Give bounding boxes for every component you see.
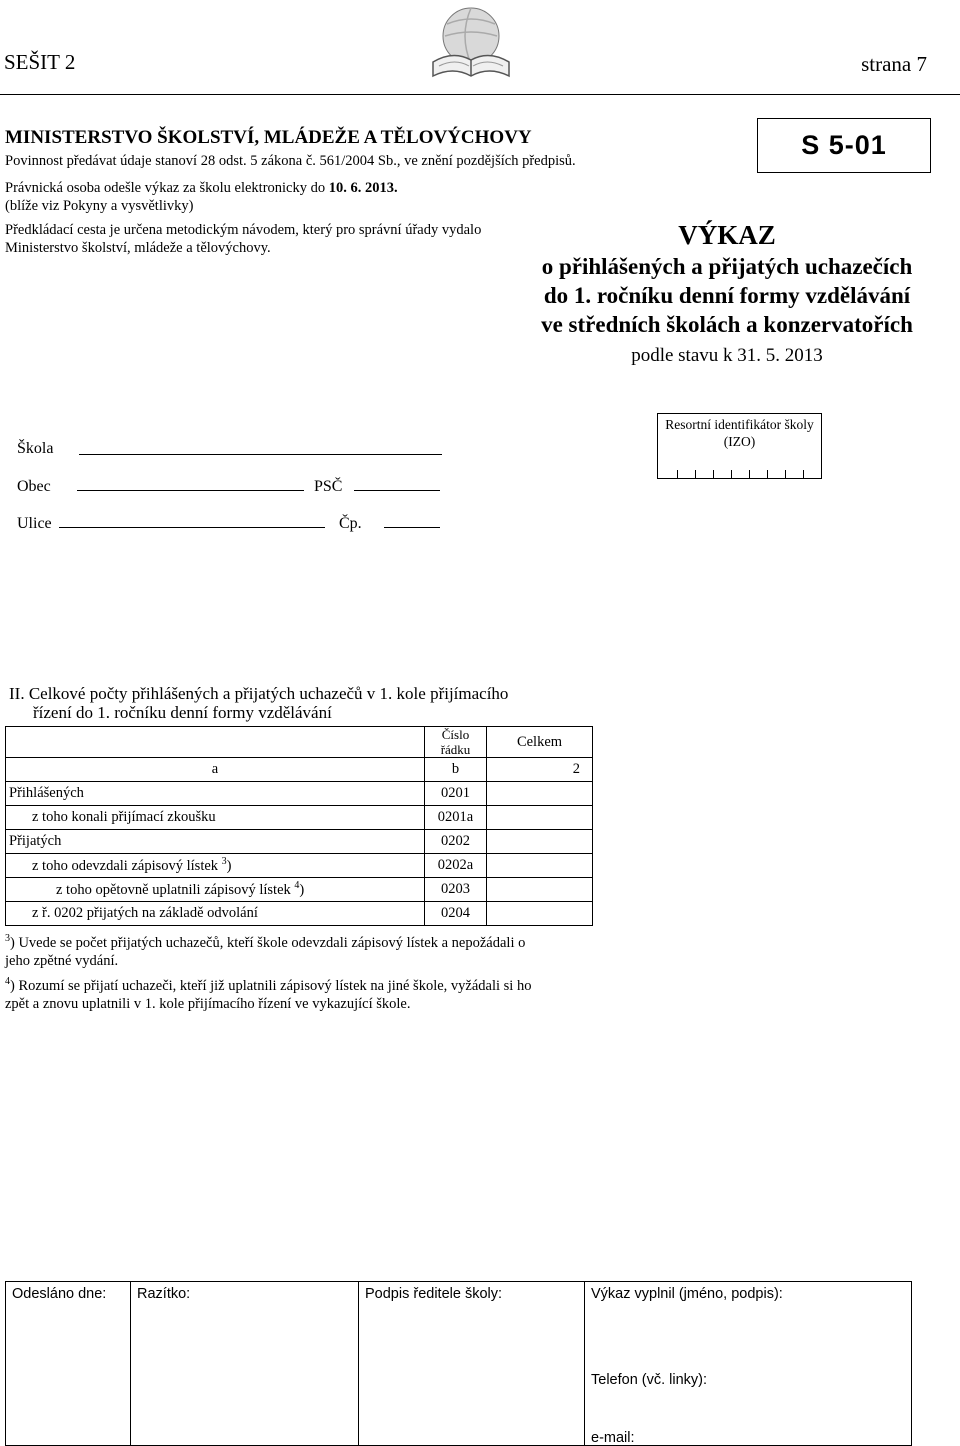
table-header-total: Celkem: [487, 727, 593, 758]
stamp-cell[interactable]: [131, 1282, 359, 1446]
ministry-logo-icon: [425, 2, 517, 94]
row-label: z toho opětovně uplatnili zápisový lístek $^4$): [6, 878, 425, 902]
row-code: 0202: [425, 830, 487, 854]
form-code-box: S 5-01: [757, 118, 931, 173]
section-title-line-1: II. Celkové počty přihlášených a přijatých uchazečů v 1. kole přijímacího: [9, 684, 509, 703]
city-label: Obec: [17, 478, 51, 495]
footnotes: [5, 930, 540, 1016]
filled-by-cell[interactable]: [585, 1282, 912, 1446]
row-total-field[interactable]: [487, 902, 593, 926]
booklet-label: SEŠIT 2: [4, 50, 76, 74]
instructions-reference: (blíže viz Pokyny a vysvětlivky): [5, 198, 194, 214]
section-title: [9, 684, 508, 722]
house-number-field[interactable]: [384, 527, 440, 528]
postal-code-field[interactable]: [354, 490, 440, 491]
sent-date-label: Odesláno dne:: [12, 1286, 107, 1302]
table-row: [6, 854, 593, 878]
deadline-date: 10. 6. 2013.: [328, 180, 398, 196]
director-signature-cell[interactable]: [359, 1282, 585, 1446]
page-number: strana 7: [861, 52, 927, 76]
phone-label: Telefon (vč. linky):: [591, 1372, 708, 1388]
house-number-label: Čp.: [339, 515, 362, 532]
row-total-field[interactable]: [487, 830, 593, 854]
column-letter-a: a: [6, 758, 425, 782]
row-total-field[interactable]: [487, 782, 593, 806]
report-title-block: [527, 218, 927, 369]
postal-code-label: PSČ: [314, 478, 343, 495]
footnote-3: $^3$) Uvede se počet přijatých uchazečů, kteří škole odevzdali zápisový lístek a nepožádali o jeho zpětné vydání.: [5, 933, 526, 969]
izo-digit-cells[interactable]: [657, 469, 820, 479]
row-label: z ř. 0202 přijatých na základě odvolání: [6, 902, 425, 926]
row-label: Přihlášených: [6, 782, 425, 806]
report-subtitle-2: do 1. ročníku denní formy vzdělávání: [543, 283, 911, 308]
submission-deadline: [5, 179, 398, 197]
row-total-field[interactable]: [487, 878, 593, 902]
row-code: 0202a: [425, 854, 487, 878]
report-title: VÝKAZ: [678, 220, 776, 250]
report-date: podle stavu k 31. 5. 2013: [631, 345, 823, 366]
email-label: e-mail:: [591, 1430, 635, 1446]
ministry-name: MINISTERSTVO ŠKOLSTVÍ, MLÁDEŽE A TĚLOVÝCHOVY: [5, 127, 532, 148]
row-label: Přijatých: [6, 830, 425, 854]
row-code: 0201a: [425, 806, 487, 830]
sent-date-cell[interactable]: [6, 1282, 131, 1446]
table-row: [6, 878, 593, 902]
applicants-table: [5, 726, 593, 926]
izo-label: Resortní identifikátor školy: [665, 417, 814, 432]
deadline-text: Právnická osoba odešle výkaz za školu elektronicky do: [5, 180, 329, 196]
submission-path: Předkládací cesta je určena metodickým návodem, který pro správní úřady vydalo Ministerstvo školství, mládeže a tělovýchovy.: [5, 222, 482, 256]
signature-table: [5, 1281, 912, 1446]
row-code: 0203: [425, 878, 487, 902]
header-divider: [0, 94, 960, 95]
section-title-line-2: řízení do 1. ročníku denní formy vzdělávání: [33, 703, 332, 722]
school-field[interactable]: [79, 454, 442, 455]
column-number-2: 2: [487, 758, 593, 782]
row-label: z toho odevzdali zápisový lístek $^3$): [6, 854, 425, 878]
table-row: [6, 830, 593, 854]
row-total-field[interactable]: [487, 806, 593, 830]
city-field[interactable]: [77, 490, 304, 491]
director-signature-label: Podpis ředitele školy:: [365, 1286, 503, 1302]
table-header-row-number: Číslo řádku: [425, 727, 487, 758]
row-code: 0204: [425, 902, 487, 926]
table-row: [6, 806, 593, 830]
report-subtitle-1: o přihlášených a přijatých uchazečích: [541, 254, 913, 279]
izo-sublabel: (IZO): [723, 434, 756, 449]
filled-by-label: Výkaz vyplnil (jméno, podpis):: [591, 1286, 783, 1302]
footnote-4: $^4$) Rozumí se přijatí uchazeči, kteří již uplatnili zápisový lístek na jiné škole, vyžádali si ho zpět a znovu uplatnili v 1. kole přijímacího řízení ve vykazující škole.: [5, 975, 532, 1012]
street-field[interactable]: [59, 527, 325, 528]
row-label: z toho konali přijímací zkoušku: [6, 806, 425, 830]
row-code: 0201: [425, 782, 487, 806]
report-subtitle-3: ve středních školách a konzervatořích: [541, 312, 913, 337]
table-row: [6, 782, 593, 806]
street-label: Ulice: [17, 515, 52, 532]
school-label: Škola: [17, 440, 54, 457]
column-letter-b: b: [425, 758, 487, 782]
row-total-field[interactable]: [487, 854, 593, 878]
legal-obligation: Povinnost předávat údaje stanoví 28 odst. 5 zákona č. 561/2004 Sb., ve znění pozdějších předpisů.: [5, 153, 576, 169]
table-header-empty: [6, 727, 425, 758]
stamp-label: Razítko:: [137, 1286, 191, 1302]
table-row: [6, 902, 593, 926]
